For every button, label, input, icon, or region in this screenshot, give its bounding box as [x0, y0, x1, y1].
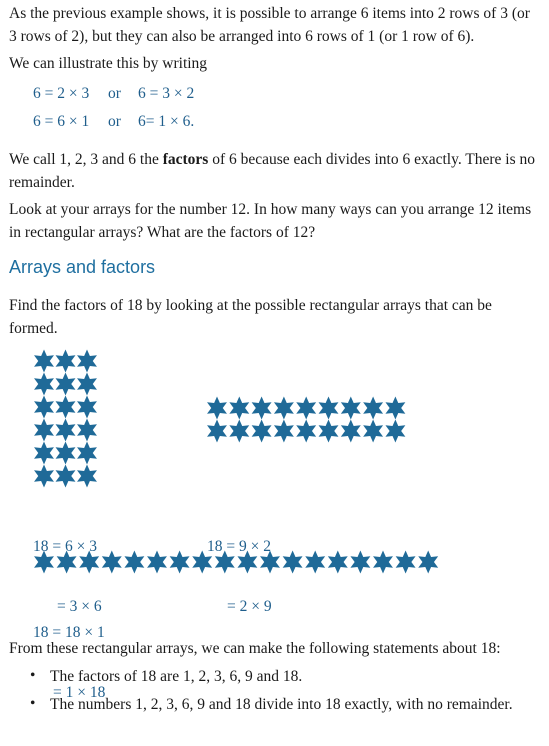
- star-icon: [56, 442, 76, 465]
- or-word: or: [108, 113, 121, 130]
- equation-6-eq-2x3: 6 = 2 × 3: [33, 85, 90, 102]
- star-icon: [341, 397, 361, 420]
- section-heading: Arrays and factors: [9, 257, 156, 277]
- star-icon: [396, 551, 416, 574]
- equation-6-eq-1x6: 6= 1 × 6.: [138, 113, 195, 130]
- factors-text-before: We call 1, 2, 3 and 6 the: [9, 151, 163, 168]
- star-icon: [77, 396, 97, 419]
- star-icon: [274, 420, 294, 443]
- or-word: or: [108, 85, 121, 102]
- array-2x9-line2: = 2 × 9: [227, 598, 272, 615]
- star-icon: [34, 465, 54, 488]
- star-icon: [77, 373, 97, 396]
- star-icon: [34, 442, 54, 465]
- bullet-item-divide: The numbers 1, 2, 3, 6, 9 and 18 divide into 18 exactly, with no remainder.: [50, 696, 513, 713]
- star-icon: [363, 397, 383, 420]
- star-icon: [319, 420, 339, 443]
- star-icon: [274, 397, 294, 420]
- star-icon: [229, 420, 249, 443]
- star-icon: [296, 420, 316, 443]
- star-icon: [305, 551, 325, 574]
- factors-text-after: of 6 because each divides into 6 exactly. There is no remainder.: [9, 151, 536, 191]
- equation-6-eq-6x1: 6 = 6 × 1: [33, 113, 90, 130]
- star-icon: [124, 551, 144, 574]
- star-icon: [77, 350, 97, 373]
- star-icon: [296, 397, 316, 420]
- array-6x3-line1: 18 = 6 × 3: [33, 538, 97, 555]
- star-icon: [385, 420, 405, 443]
- star-icon: [385, 397, 405, 420]
- array-1x18-line1: 18 = 18 × 1: [33, 624, 105, 641]
- intro-paragraph: As the previous example shows, it is possible to arrange 6 items into 2 rows of 3 (or 3 rows of 2), but they can also be arranged into 6 rows of 1 (or 1 row of 6).: [9, 5, 530, 45]
- star-icon: [207, 420, 227, 443]
- array-2x9-caption: [207, 497, 272, 637]
- star-icon: [283, 551, 303, 574]
- star-array-6x3: [34, 350, 97, 488]
- star-icon: [328, 551, 348, 574]
- star-icon: [350, 551, 370, 574]
- star-icon: [56, 465, 76, 488]
- star-icon: [341, 420, 361, 443]
- star-icon: [77, 419, 97, 442]
- star-icon: [170, 551, 190, 574]
- star-icon: [363, 420, 383, 443]
- star-icon: [77, 442, 97, 465]
- illustrate-paragraph: We can illustrate this by writing: [9, 55, 208, 72]
- star-icon: [207, 397, 227, 420]
- star-icon: [319, 397, 339, 420]
- star-icon: [252, 397, 272, 420]
- star-icon: [77, 465, 97, 488]
- star-icon: [102, 551, 122, 574]
- bullet-item-factors: The factors of 18 are 1, 2, 3, 6, 9 and 18.: [50, 668, 303, 685]
- array-6x3-line2: = 3 × 6: [57, 598, 102, 615]
- star-icon: [34, 350, 54, 373]
- look-paragraph: Look at your arrays for the number 12. In how many ways can you arrange 12 items in rectangular arrays? What are the factors of 12?: [9, 201, 532, 241]
- star-icon: [229, 397, 249, 420]
- star-icon: [373, 551, 393, 574]
- star-icon: [418, 551, 438, 574]
- find-paragraph: Find the factors of 18 by looking at the possible rectangular arrays that can be formed.: [9, 297, 492, 337]
- star-icon: [252, 420, 272, 443]
- star-icon: [34, 396, 54, 419]
- array-2x9-line1: 18 = 9 × 2: [207, 538, 271, 555]
- star-icon: [56, 396, 76, 419]
- bullet-marker: •: [30, 695, 36, 712]
- star-icon: [56, 350, 76, 373]
- array-1x18-line2: = 1 × 18: [53, 684, 106, 701]
- star-icon: [34, 419, 54, 442]
- factors-term: factors: [162, 151, 209, 168]
- star-icon: [147, 551, 167, 574]
- equation-6-eq-3x2: 6 = 3 × 2: [138, 85, 195, 102]
- star-array-2x9: [207, 397, 405, 443]
- star-icon: [34, 373, 54, 396]
- statements-paragraph: From these rectangular arrays, we can make the following statements about 18:: [9, 640, 501, 657]
- star-icon: [56, 373, 76, 396]
- bullet-marker: •: [30, 667, 36, 684]
- star-icon: [56, 419, 76, 442]
